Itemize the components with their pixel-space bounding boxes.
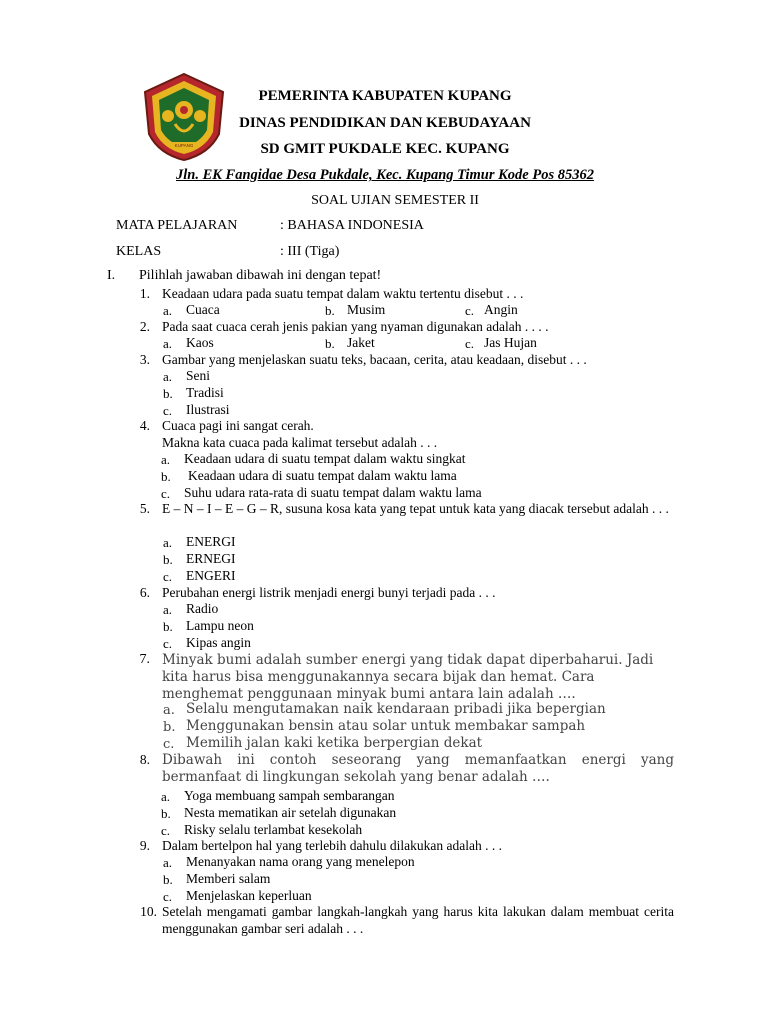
header-school: SD GMIT PUKDALE KEC. KUPANG [260,141,510,157]
subject-value: : BAHASA INDONESIA [280,218,424,233]
option-letter: a. [163,336,173,351]
option-letter: b. [161,469,171,484]
option-letter: b. [163,386,173,401]
question-text: Pada saat cuaca cerah jenis pakian yang nyaman digunakan adalah . . . . [162,319,549,334]
option-letter: b. [161,806,171,821]
option-text: Musim [347,302,386,317]
option-letter: c. [161,823,171,838]
option-text: Seni [186,368,211,383]
option-text: Tradisi [186,385,224,400]
option-text: ENERGI [186,534,236,549]
option-text: Angin [484,302,518,317]
question-number: 5. [139,501,150,516]
option-letter: a. [163,703,175,718]
option-letter: c. [163,403,173,418]
option-letter: b. [163,872,173,887]
header-government: PEMERINTA KABUPATEN KUPANG [258,88,512,104]
option-letter: b. [163,720,176,735]
option-text: Nesta mematikan air setelah digunakan [184,805,397,820]
option-text: ERNEGI [186,551,236,566]
option-text: Lampu neon [186,618,254,633]
question-number: 9. [139,838,150,853]
option-letter: b. [163,552,173,567]
option-letter: c. [465,303,475,318]
option-letter: c. [163,636,173,651]
question-text: Setelah mengamati gambar langkah-langkah yang harus kita lakukan dalam membuat cerita menggunakan gambar seri adalah . . . [162,904,674,936]
option-text: Memilih jalan kaki ketika berpergian dekat [186,735,483,751]
question-number: 4. [139,418,150,433]
option-letter: b. [325,336,335,351]
question-text: Dalam bertelpon hal yang terlebih dahulu dilakukan adalah . . . [162,838,503,853]
school-address: Jln. EK Fangidae Desa Pukdale, Kec. Kupang Timur Kode Pos 85362 [176,167,594,183]
exam-title: SOAL UJIAN SEMESTER II [311,193,479,208]
question-text: Dibawah ini contoh seseorang yang memanfaatkan energi yang bermanfaat di lingkungan sekolah yang benar adalah …. [162,752,674,785]
question-text: Keadaan udara pada suatu tempat dalam waktu tertentu disebut . . . [162,286,524,301]
option-text: Suhu udara rata-rata di suatu tempat dalam waktu lama [184,485,482,500]
option-text: Jaket [347,335,375,350]
option-letter: b. [163,619,173,634]
question-text: E – N – I – E – G – R, susuna kosa kata yang tepat untuk kata yang diacak tersebut adalah . . . [162,501,669,516]
option-text: Keadaan udara di suatu tempat dalam waktu lama [188,468,457,483]
header-department: DINAS PENDIDIKAN DAN KEBUDAYAAN [239,115,531,131]
option-text: Radio [186,601,219,616]
option-letter: c. [161,486,171,501]
section-number: I. [107,268,116,283]
question-number: 2. [139,319,150,334]
option-letter: a. [163,602,173,617]
option-text: Selalu mengutamakan naik kendaraan pribadi jika bepergian [186,701,606,717]
option-letter: c. [465,336,475,351]
question-number: 6. [139,585,150,600]
question-number: 10. [140,904,157,919]
option-letter: a. [163,535,173,550]
question-number: 8. [139,752,150,767]
option-letter: c. [163,737,175,752]
question-text-line2: Makna kata cuaca pada kalimat tersebut adalah . . . [162,435,438,450]
option-text: Keadaan udara di suatu tempat dalam waktu singkat [184,451,466,466]
option-letter: c. [163,569,173,584]
option-text: Cuaca [186,302,220,317]
option-letter: a. [163,855,173,870]
class-label: KELAS [116,244,162,259]
class-value: : III (Tiga) [280,244,340,259]
option-text: Memberi salam [186,871,271,886]
subject-label: MATA PELAJARAN [116,218,238,233]
option-text: Risky selalu terlambat kesekolah [184,822,363,837]
question-text: Cuaca pagi ini sangat cerah. [162,418,314,433]
option-text: ENGERI [186,568,236,583]
question-number: 1. [139,286,150,301]
question-text: Gambar yang menjelaskan suatu teks, bacaan, cerita, atau keadaan, disebut . . . [162,352,587,367]
option-letter: b. [325,303,335,318]
option-text: Jas Hujan [484,335,537,350]
question-number: 3. [139,352,150,367]
section-instruction: Pilihlah jawaban dibawah ini dengan tepat! [139,268,382,283]
logo-caption: KUPANG [174,143,194,148]
option-text: Yoga membuang sampah sembarangan [184,788,395,803]
option-letter: a. [163,369,173,384]
option-text: Ilustrasi [186,402,230,417]
option-letter: a. [161,452,171,467]
option-letter: a. [161,789,171,804]
option-text: Kaos [186,335,214,350]
question-number: 7. [139,652,150,667]
question-text: Minyak bumi adalah sumber energi yang tidak dapat diperbaharui. Jadi kita harus bisa menggunakannya secara bijak dan hemat. Cara menghemat penggunaan minyak bumi antara lain adalah …. [162,652,654,702]
option-letter: c. [163,889,173,904]
option-text: Menjelaskan keperluan [186,888,312,903]
option-text: Kipas angin [186,635,251,650]
question-text: Perubahan energi listrik menjadi energi bunyi terjadi pada . . . [162,585,496,600]
option-letter: a. [163,303,173,318]
option-text: Menggunakan bensin atau solar untuk membakar sampah [186,718,586,734]
option-text: Menanyakan nama orang yang menelepon [186,854,415,869]
